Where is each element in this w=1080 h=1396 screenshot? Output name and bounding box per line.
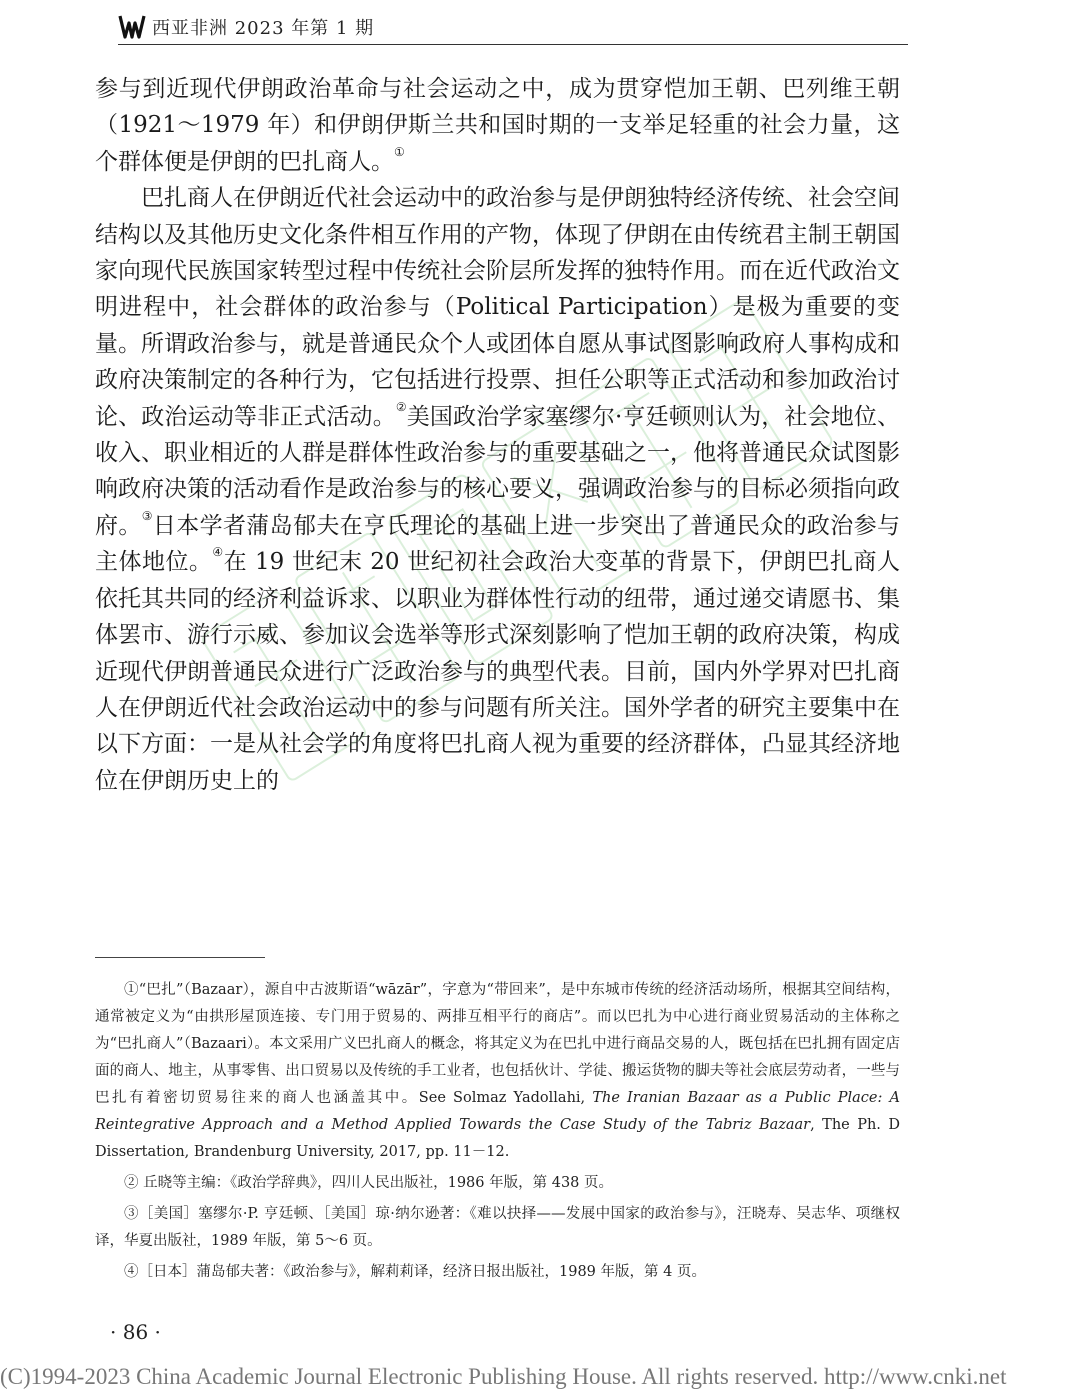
paragraph-2-text-b: 美国政治学家塞缪尔·亨廷顿则认为，社会地位、收入、职业相近的人群是群体性政治参与的重要基础之一，他将普通民众试图影响政府决策的活动看作是政治参与的核心要义，强调政治参与的目标必须指向政府。 [95,403,900,539]
journal-logo-icon [118,13,146,41]
paragraph-1-text: 参与到近现代伊朗政治革命与社会运动之中，成为贯穿恺加王朝、巴列维王朝（1921～1979 年）和伊朗伊斯兰共和国时期的一支举足轻重的社会力量，这个群体便是伊朗的巴扎商人。 [95,76,900,175]
footnote-ref-2: ② [395,399,407,414]
page-number: · 86 · [110,1320,161,1344]
footnote-ref-1: ① [394,144,405,159]
footnote-2: ② 丘晓等主编：《政治学辞典》，四川人民出版社，1986 年版，第 438 页。 [124,1175,614,1191]
paragraph-2-text-c: 日本学者蒲岛郁夫在亨氏理论的基础上进一步突出了普通民众的政治参与主体地位。 [95,512,901,576]
paragraph-1 [95,71,900,180]
journal-title: 西亚非洲 2023 年第 1 期 [152,18,375,39]
footnote-4: ④［日本］蒲岛郁夫著：《政治参与》，解莉莉译，经济日报出版社，1989 年版，第 4 页。 [124,1264,706,1280]
footnote-1-title: The Iranian Bazaar as a Public Place: A Reintegrative Approach and a Method Applied Towards the Case Study of the Tabriz Bazaar [95,1090,900,1133]
running-header [118,12,374,42]
footnote-3: ③［美国］塞缪尔·P. 亨廷顿、［美国］琼·纳尔逊著：《难以抉择——发展中国家的政治参与》，汪晓寿、吴志华、项继权译，华夏出版社，1989 年版，第 5～6 页。 [95,1206,900,1249]
footnote-rule [95,957,265,958]
paragraph-2 [95,180,900,799]
paragraph-2-text-a: 巴扎商人在伊朗近代社会运动中的政治参与是伊朗独特经济传统、社会空间结构以及其他历史文化条件相互作用的产物，体现了伊朗在由传统君主制王朝国家向现代民族国家转型过程中传统社会阶层所发挥的独特作用。而在近代政治文明进程中，社会群体的政治参与（Political Participation）是极为重要的变量。所谓政治参与，就是普通民众个人或团体自愿从事试图影响政府人事构成和政府决策制定的各种行为，它包括进行投票、担任公职等正式活动和参加政治讨论、政治运动等非正式活动。 [95,185,900,430]
footnote-ref-4: ④ [212,545,224,560]
main-text [95,71,900,799]
copyright-line: (C)1994-2023 China Academic Journal Electronic Publishing House. All rights reserved. http://www.cnki.net [0,1364,1007,1389]
footnote-ref-3: ③ [141,508,153,523]
footnote-1 [95,977,900,1166]
footnote-1-text: ①“巴扎”（Bazaar），源自中古波斯语“wāzār”，字意为“带回来”，是中东城市传统的经济活动场所，根据其空间结构，通常被定义为“由拱形屋顶连接、专门用于贸易的、两排互相平行的商店”。而以巴扎为中心进行商业贸易活动的主体称之为“巴扎商人”（Bazaari）。本文采用广义巴扎商人的概念，将其定义为在巴扎中进行商品交易的人，既包括在巴扎拥有固定店面的商人、地主，从事零售、出口贸易以及传统的手工业者，也包括伙计、学徒、搬运货物的脚夫等社会底层劳动者，一些与巴扎有着密切贸易往来的商人也涵盖其中。See Solmaz Yadollahi, [95,982,900,1106]
footnote-1-tail: , The Ph. D Dissertation, Brandenburg University, 2017, pp. 11－12. [95,1117,900,1160]
paragraph-2-text-d: 在 19 世纪末 20 世纪初社会政治大变革的背景下，伊朗巴扎商人依托其共同的经济利益诉求、以职业为群体性行动的纽带，通过递交请愿书、集体罢市、游行示威、参加议会选举等形式深刻影响了恺加王朝的政府决策，构成近现代伊朗普通民众进行广泛政治参与的典型代表。目前，国内外学界对巴扎商人在伊朗近代社会政治运动中的参与问题有所关注。国外学者的研究主要集中在以下方面：一是从社会学的角度将巴扎商人视为重要的经济群体，凸显其经济地位在伊朗历史上的 [95,549,900,794]
footnotes [95,977,900,1286]
header-rule [118,44,908,45]
